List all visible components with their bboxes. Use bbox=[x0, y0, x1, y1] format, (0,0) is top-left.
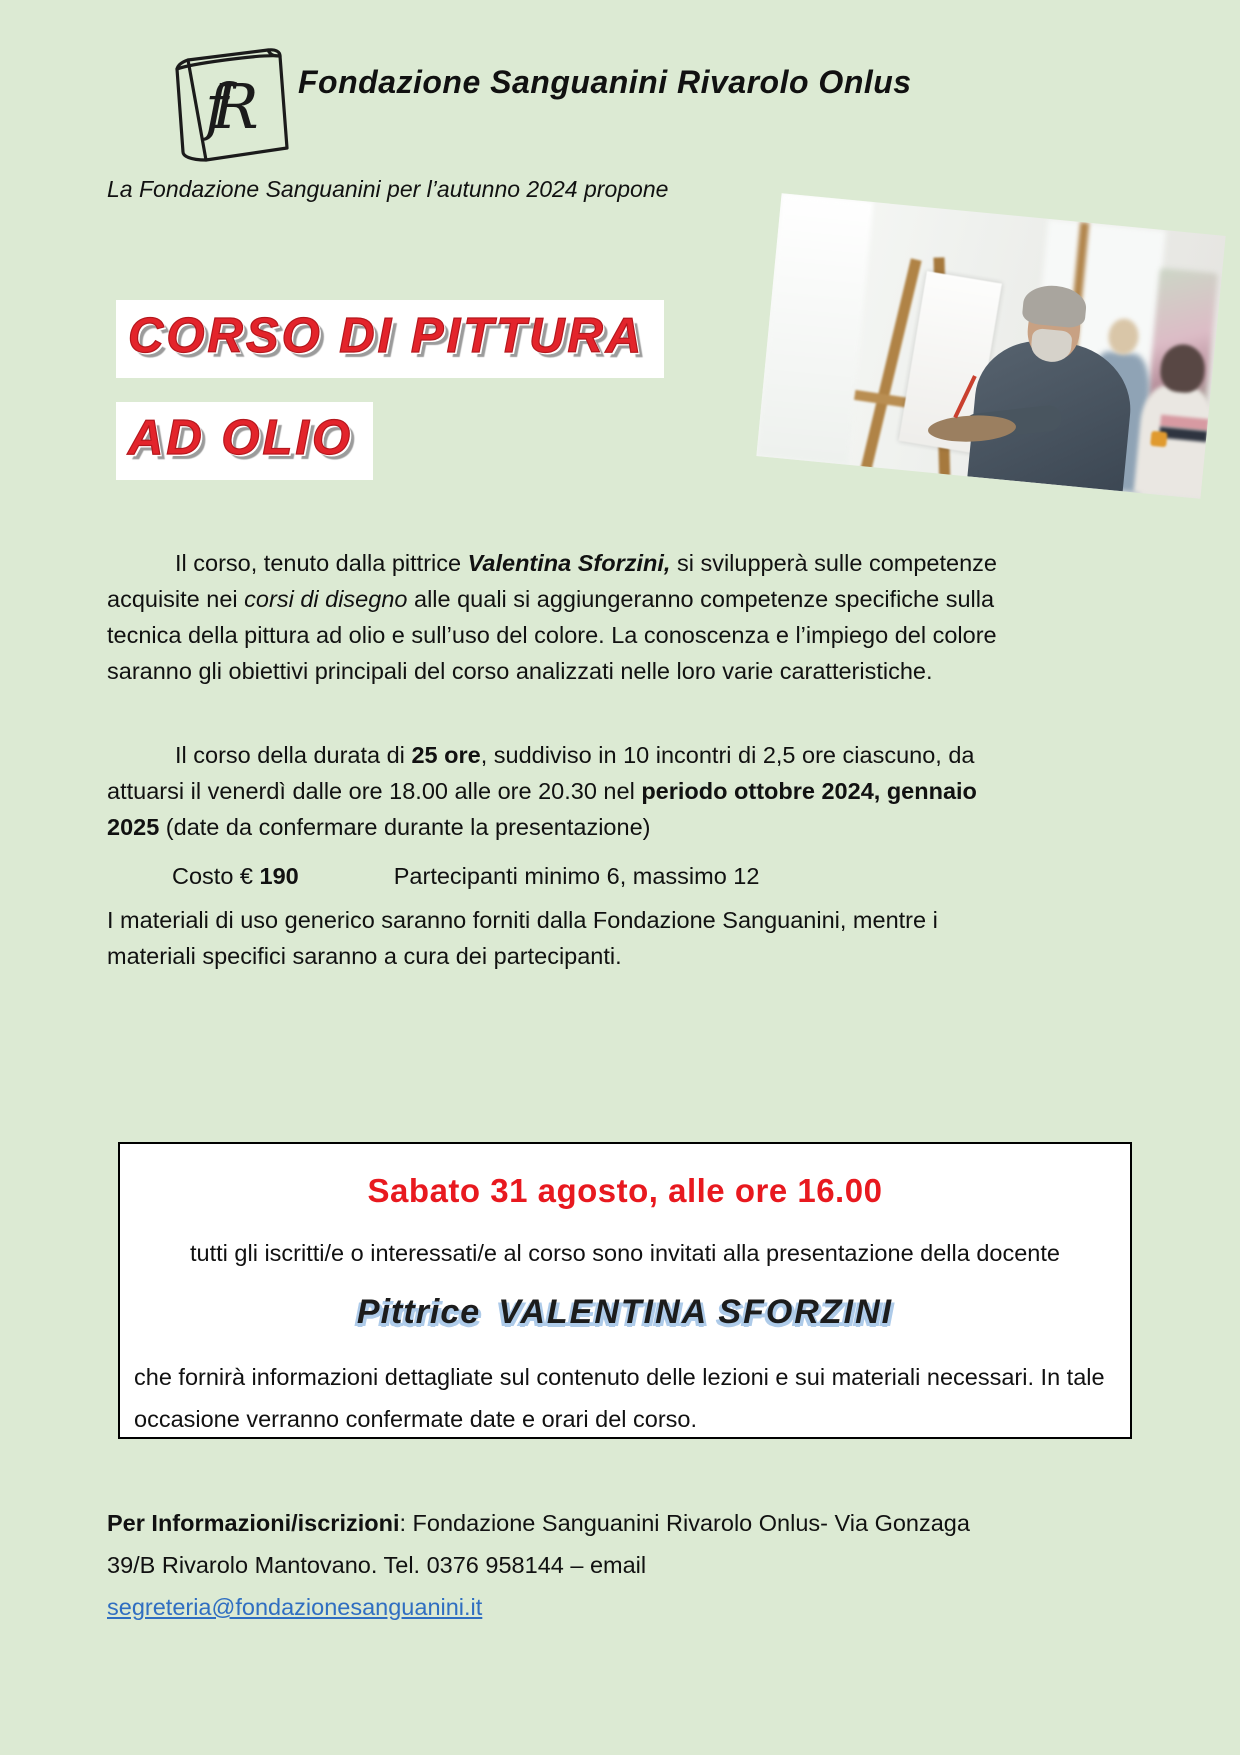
text-segment: si svilupperà sulle competenze acquisite nei bbox=[107, 550, 997, 612]
email-link[interactable]: segreteria@fondazionesanguanini.it bbox=[107, 1594, 483, 1620]
presenter-name: VALENTINA SFORZINI bbox=[498, 1293, 894, 1331]
event-date-heading: Sabato 31 agosto, alle ore 16.00 bbox=[367, 1172, 883, 1209]
course-duration: 25 ore bbox=[411, 742, 481, 768]
text-segment: , suddiviso in 10 incontri di 2,5 ore ciascuno, da attuarsi il venerdì dalle ore 18.00 alle ore 20.30 nel bbox=[107, 742, 975, 804]
cost-label: Costo € bbox=[172, 863, 260, 889]
photo-woman-2-cup bbox=[1150, 431, 1167, 447]
cost-line bbox=[172, 858, 1074, 894]
presentation-details: che fornirà informazioni dettagliate sul contenuto delle lezioni e sui materiali necessari. In tale occasione verranno confermate date e orari del corso. bbox=[134, 1364, 1105, 1432]
participants-info: Partecipanti minimo 6, massimo 12 bbox=[393, 863, 760, 889]
presenter-title: Pittrice bbox=[356, 1293, 481, 1331]
monogram-text: fR bbox=[205, 70, 243, 143]
paragraph-course-schedule bbox=[107, 737, 1009, 845]
cost-value: 190 bbox=[259, 863, 299, 889]
invitation-text: tutti gli iscritti/e o interessati/e al corso sono invitati alla presentazione della docente bbox=[190, 1240, 1060, 1266]
text-segment: Il corso, tenuto dalla pittrice bbox=[175, 550, 468, 576]
intro-line: La Fondazione Sanguanini per l’autunno 2024 propone bbox=[107, 176, 669, 202]
paragraph-materials: I materiali di uso generico saranno forniti dalla Fondazione Sanguanini, mentre i materiali specifici saranno a cura dei partecipanti. bbox=[107, 907, 938, 969]
invitation-box bbox=[118, 1142, 1132, 1439]
photo-window-left bbox=[756, 193, 873, 465]
course-title-line2: AD OLIO bbox=[116, 402, 373, 480]
paragraph-course-description bbox=[107, 545, 1009, 689]
contact-info bbox=[107, 1502, 992, 1628]
painter-name: Valentina Sforzini, bbox=[467, 550, 671, 576]
course-photo bbox=[756, 193, 1225, 499]
contact-text: : Fondazione Sanguanini Rivarolo Onlus- Via Gonzaga 39/B Rivarolo Mantovano. Tel. 0376 958144 – email bbox=[107, 1510, 970, 1578]
text-segment: alle quali si aggiungeranno competenze specifiche sulla tecnica della pittura ad olio e sull’uso del colore. La conoscenza e l’impiego del colore saranno gli obiettivi principali del corso analizzati nelle loro varie caratteristiche. bbox=[107, 586, 997, 684]
course-period: periodo ottobre 2024, gennaio 2025 bbox=[107, 778, 977, 840]
course-title-line1: CORSO DI PITTURA bbox=[116, 300, 664, 378]
text-segment: (date da confermare durante la presentazione) bbox=[159, 814, 651, 840]
text-segment: Il corso della durata di bbox=[175, 742, 412, 768]
presenter-line bbox=[130, 1293, 1120, 1332]
contact-label: Per Informazioni/iscrizioni bbox=[107, 1510, 400, 1536]
text-segment-italic: corsi di disegno bbox=[244, 586, 408, 612]
page-title: Fondazione Sanguanini Rivarolo Onlus bbox=[298, 64, 912, 100]
book-monogram-icon bbox=[150, 36, 315, 168]
